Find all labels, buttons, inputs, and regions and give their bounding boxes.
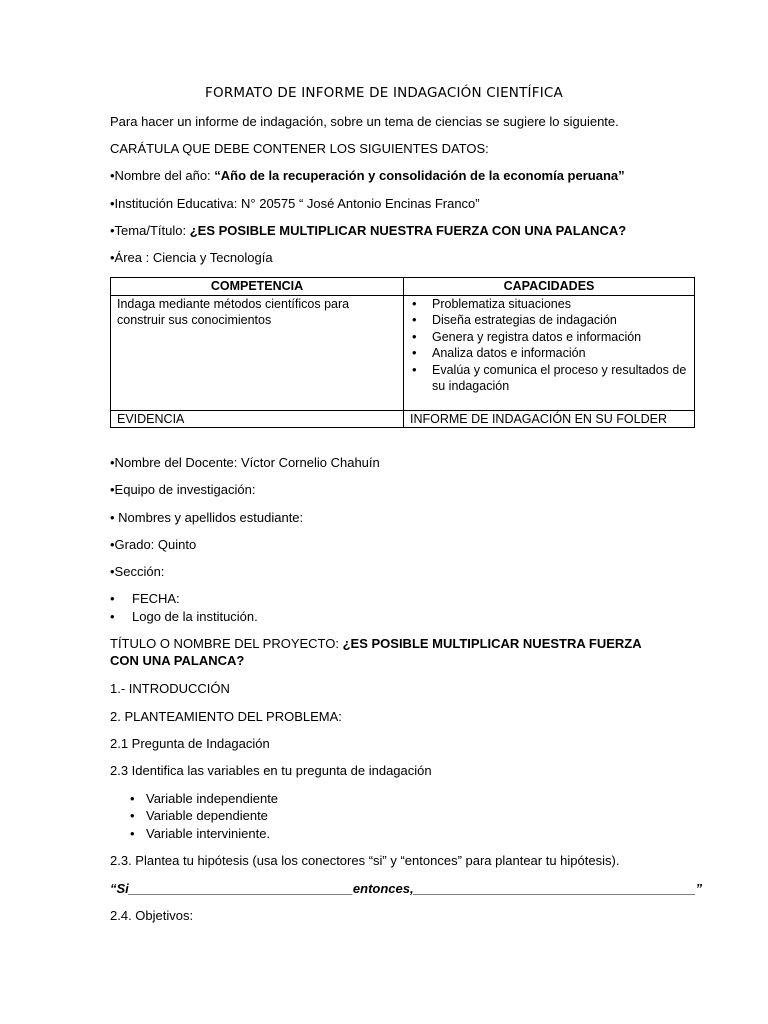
list-item bbox=[130, 807, 268, 824]
competencias-table bbox=[110, 277, 695, 428]
list-item bbox=[130, 790, 278, 807]
section-planteamiento: 2. PLANTEAMIENTO DEL PROBLEMA: bbox=[110, 709, 342, 724]
anio-line bbox=[110, 167, 625, 184]
intro-text: Para hacer un informe de indagación, sobre un tema de ciencias se sugiere lo siguiente. bbox=[110, 114, 619, 129]
anio-label: •Nombre del año: bbox=[110, 168, 215, 183]
evidencia-value: INFORME DE INDAGACIÓN EN SU FOLDER bbox=[404, 410, 695, 428]
bullet-icon: • bbox=[110, 609, 115, 624]
seccion-line: •Sección: bbox=[110, 564, 165, 579]
bullet-icon: • bbox=[130, 826, 135, 841]
section-variables: 2.3 Identifica las variables en tu pregunta de indagación bbox=[110, 763, 432, 778]
document-title: FORMATO DE INFORME DE INDAGACIÓN CIENTÍFICA bbox=[205, 85, 563, 101]
bullet-icon: • bbox=[130, 808, 135, 823]
section-hipotesis: 2.3. Plantea tu hipótesis (usa los conectores “si” y “entonces” para plantear tu hipótesis). bbox=[110, 853, 620, 868]
list-item: • Genera y registra datos e información bbox=[432, 329, 688, 346]
evidencia-label: EVIDENCIA bbox=[111, 410, 404, 428]
fecha-label: FECHA: bbox=[132, 591, 180, 606]
hipotesis-template: “Si_______________________________entonces,_______________________________________” bbox=[110, 881, 703, 896]
capacidades-cell bbox=[404, 295, 695, 410]
tema-label: •Tema/Título: bbox=[110, 223, 190, 238]
table-row-evidencia bbox=[111, 410, 695, 428]
list-item: • Diseña estrategias de indagación bbox=[432, 312, 688, 329]
docente-line: •Nombre del Docente: Víctor Cornelio Chahuín bbox=[110, 455, 380, 470]
capacidades-list bbox=[410, 296, 688, 395]
tema-line bbox=[110, 222, 626, 239]
list-item: • Analiza datos e información bbox=[432, 345, 688, 362]
competencia-cell: Indaga mediante métodos científicos para construir sus conocimientos bbox=[111, 295, 404, 410]
variable-dependiente: Variable dependiente bbox=[146, 808, 268, 823]
table-header-row bbox=[111, 278, 695, 296]
variable-interviniente: Variable interviniente. bbox=[146, 826, 271, 841]
list-item bbox=[130, 825, 270, 842]
area-line: •Área : Ciencia y Tecnología bbox=[110, 250, 273, 265]
titulo-proyecto bbox=[110, 635, 670, 669]
header-capacidades: CAPACIDADES bbox=[404, 278, 695, 296]
fecha-item bbox=[110, 590, 180, 607]
section-objetivos: 2.4. Objetivos: bbox=[110, 908, 194, 923]
tema-value: ¿ES POSIBLE MULTIPLICAR NUESTRA FUERZA CON UNA PALANCA? bbox=[189, 223, 627, 238]
logo-label: Logo de la institución. bbox=[132, 609, 258, 624]
variable-independiente: Variable independiente bbox=[146, 791, 279, 806]
anio-value: “Año de la recuperación y consolidación de la economía peruana” bbox=[214, 168, 625, 183]
equipo-line: •Equipo de investigación: bbox=[110, 482, 256, 497]
section-pregunta: 2.1 Pregunta de Indagación bbox=[110, 736, 270, 751]
table-row bbox=[111, 295, 695, 410]
section-introduccion: 1.- INTRODUCCIÓN bbox=[110, 681, 230, 696]
bullet-icon: • bbox=[130, 791, 135, 806]
titulo-proyecto-label: TÍTULO O NOMBRE DEL PROYECTO: bbox=[110, 636, 343, 651]
nombres-line: • Nombres y apellidos estudiante: bbox=[110, 510, 304, 525]
list-item: • Problematiza situaciones bbox=[432, 296, 688, 313]
grado-line: •Grado: Quinto bbox=[110, 537, 197, 552]
list-item: • Evalúa y comunica el proceso y resultados de su indagación bbox=[432, 362, 688, 395]
header-competencia: COMPETENCIA bbox=[111, 278, 404, 296]
institucion-line: •Institución Educativa: N° 20575 “ José Antonio Encinas Franco” bbox=[110, 196, 480, 211]
titulo-proyecto-value: ¿ES POSIBLE MULTIPLICAR NUESTRA FUERZA CON UNA PALANCA? bbox=[110, 636, 642, 668]
caratula-heading: CARÁTULA QUE DEBE CONTENER LOS SIGUIENTES DATOS: bbox=[110, 141, 489, 156]
logo-item bbox=[110, 608, 258, 625]
bullet-icon: • bbox=[110, 591, 115, 606]
